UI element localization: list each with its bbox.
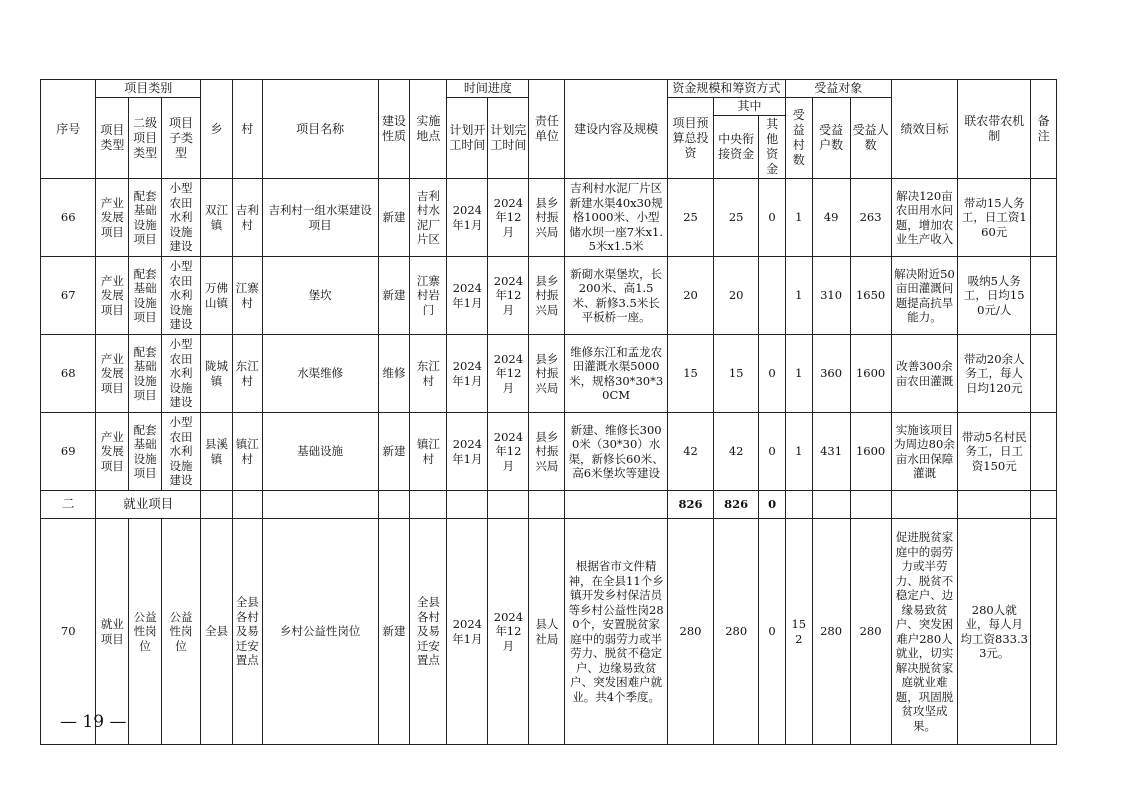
cell-content: 根据省市文件精神，在全县11个乡镇开发乡村保洁员等乡村公益性岗280个，安置脱贫家庭中的弱劳力或半劳力、脱贫不稳定户、边缘易致贫户、突发困难户就业。共4个季度。 [565, 519, 668, 745]
cell-end: 2024年12月 [488, 519, 529, 745]
cell-remark [1031, 179, 1057, 257]
cell-location: 东江村 [410, 335, 447, 413]
table-row [41, 413, 1057, 491]
cell-start: 2024年1月 [447, 257, 488, 335]
cell-location: 镇江村 [410, 413, 447, 491]
cell-name: 堡坎 [262, 257, 378, 335]
section-total: 826 [667, 491, 713, 519]
cell-subtype2: 公益性岗位 [129, 519, 162, 745]
cell-seq: 68 [41, 335, 96, 413]
header-among: 其中 [714, 98, 786, 116]
header-category-group: 项目类别 [96, 80, 201, 98]
cell-location: 全县各村及易迁安置点 [410, 519, 447, 745]
cell-villages: 1 [785, 335, 812, 413]
cell-village: 全县各村及易迁安置点 [232, 519, 262, 745]
cell-villages: 1 [785, 179, 812, 257]
cell-location: 吉利村水泥厂片区 [410, 179, 447, 257]
header-ben-people: 受益人数 [850, 98, 891, 179]
cell-subtype: 小型农田水利设施建设 [162, 335, 201, 413]
cell-village: 东江村 [232, 335, 262, 413]
header-unit: 责任单位 [529, 80, 565, 179]
cell-other: 0 [759, 413, 786, 491]
project-table [40, 79, 1057, 745]
cell-goal: 实施该项目为周边80余亩水田保障灌溉 [891, 413, 958, 491]
cell-total: 25 [667, 179, 713, 257]
table-row [41, 257, 1057, 335]
cell-central: 280 [714, 519, 759, 745]
header-time-group: 时间进度 [447, 80, 529, 98]
cell-remark [1031, 519, 1057, 745]
table-row [41, 335, 1057, 413]
cell-total: 42 [667, 413, 713, 491]
header-other: 其他资金 [759, 116, 786, 179]
cell-village: 镇江村 [232, 413, 262, 491]
cell-type: 产业发展项目 [96, 179, 129, 257]
cell-village: 江寨村 [232, 257, 262, 335]
cell-end: 2024年12月 [488, 179, 529, 257]
cell-type: 就业项目 [96, 519, 129, 745]
cell-content: 维修东江和孟龙农田灌溉水渠5000米，规格30*30*30CM [565, 335, 668, 413]
header-plan-end: 计划完工时间 [488, 98, 529, 179]
cell-type: 产业发展项目 [96, 335, 129, 413]
cell-households: 310 [812, 257, 850, 335]
cell-goal: 解决120亩农田用水问题，增加农业生产收入 [891, 179, 958, 257]
cell-total: 20 [667, 257, 713, 335]
cell-name: 水渠维修 [262, 335, 378, 413]
header-plan-start: 计划开工时间 [447, 98, 488, 179]
cell-other: 0 [759, 335, 786, 413]
cell-unit: 县人社局 [529, 519, 565, 745]
cell-goal: 解决附近50亩田灌溉问题提高抗旱能力。 [891, 257, 958, 335]
cell-mechanism: 带动20余人务工，每人日均120元 [958, 335, 1031, 413]
cell-people: 1600 [850, 413, 891, 491]
cell-remark [1031, 413, 1057, 491]
cell-town: 万佛山镇 [201, 257, 233, 335]
header-beneficiary-group: 受益对象 [785, 80, 891, 98]
cell-subtype2: 配套基础设施项目 [129, 179, 162, 257]
cell-other [759, 257, 786, 335]
cell-town: 双江镇 [201, 179, 233, 257]
cell-end: 2024年12月 [488, 335, 529, 413]
header-fund-group: 资金规模和筹资方式 [667, 80, 785, 98]
header-location: 实施地点 [410, 80, 447, 179]
header-content: 建设内容及规模 [565, 80, 668, 179]
cell-mechanism: 280人就业，每人月均工资833.33元。 [958, 519, 1031, 745]
header-ben-villages: 受益村数 [785, 98, 812, 179]
header-central: 中央衔接资金 [714, 116, 759, 179]
cell-central: 25 [714, 179, 759, 257]
cell-end: 2024年12月 [488, 257, 529, 335]
cell-seq: 69 [41, 413, 96, 491]
header-goal: 绩效目标 [891, 80, 958, 179]
cell-content: 吉利村水泥厂片区新建水渠40x30规格1000米、小型储水坝一座7米x1.5米x1.5米 [565, 179, 668, 257]
cell-name: 吉利村一组水渠建设项目 [262, 179, 378, 257]
page-number: — 19 — [60, 712, 127, 732]
cell-unit: 县乡村振兴局 [529, 335, 565, 413]
section-central: 826 [714, 491, 759, 519]
cell-end: 2024年12月 [488, 413, 529, 491]
cell-nature: 新建 [378, 179, 410, 257]
cell-town: 县溪镇 [201, 413, 233, 491]
cell-nature: 新建 [378, 413, 410, 491]
cell-start: 2024年1月 [447, 413, 488, 491]
cell-start: 2024年1月 [447, 335, 488, 413]
header-ben-households: 受益户数 [812, 98, 850, 179]
section-seq: 二 [41, 491, 96, 519]
cell-type: 产业发展项目 [96, 257, 129, 335]
cell-other: 0 [759, 519, 786, 745]
cell-nature: 新建 [378, 519, 410, 745]
cell-goal: 促进脱贫家庭中的弱劳力或半劳力、脱贫不稳定户、边缘易致贫户、突发困难户280人就业，切实解决脱贫家庭就业难题，巩固脱贫攻坚成果。 [891, 519, 958, 745]
header-mechanism: 联农带农机制 [958, 80, 1031, 179]
cell-subtype: 小型农田水利设施建设 [162, 179, 201, 257]
header-village: 村 [232, 80, 262, 179]
table-row [41, 519, 1057, 745]
section-other: 0 [759, 491, 786, 519]
cell-households: 280 [812, 519, 850, 745]
cell-village: 吉利村 [232, 179, 262, 257]
cell-total: 280 [667, 519, 713, 745]
cell-mechanism: 带动5名村民务工，日工资150元 [958, 413, 1031, 491]
cell-subtype2: 配套基础设施项目 [129, 335, 162, 413]
cell-villages: 1 [785, 413, 812, 491]
cell-people: 280 [850, 519, 891, 745]
header-type: 项目类型 [96, 98, 129, 179]
cell-start: 2024年1月 [447, 179, 488, 257]
header-name: 项目名称 [262, 80, 378, 179]
cell-unit: 县乡村振兴局 [529, 257, 565, 335]
cell-subtype2: 配套基础设施项目 [129, 413, 162, 491]
cell-mechanism: 吸纳5人务工，日均150元/人 [958, 257, 1031, 335]
cell-content: 新砌水渠堡坎，长200米、高1.5米、新修3.5米长平板桥一座。 [565, 257, 668, 335]
cell-subtype: 小型农田水利设施建设 [162, 257, 201, 335]
cell-town: 全县 [201, 519, 233, 745]
cell-people: 1600 [850, 335, 891, 413]
cell-subtype2: 配套基础设施项目 [129, 257, 162, 335]
cell-central: 20 [714, 257, 759, 335]
cell-households: 431 [812, 413, 850, 491]
cell-subtype: 小型农田水利设施建设 [162, 413, 201, 491]
section-name: 就业项目 [96, 491, 201, 519]
cell-unit: 县乡村振兴局 [529, 413, 565, 491]
cell-type: 产业发展项目 [96, 413, 129, 491]
cell-name: 乡村公益性岗位 [262, 519, 378, 745]
header-subtype: 项目子类型 [162, 98, 201, 179]
cell-name: 基础设施 [262, 413, 378, 491]
cell-villages: 1 [785, 257, 812, 335]
header-remark: 备注 [1031, 80, 1057, 179]
cell-total: 15 [667, 335, 713, 413]
cell-town: 陇城镇 [201, 335, 233, 413]
cell-remark [1031, 257, 1057, 335]
header-town: 乡 [201, 80, 233, 179]
cell-central: 15 [714, 335, 759, 413]
cell-subtype: 公益性岗位 [162, 519, 201, 745]
cell-content: 新建、维修长3000米（30*30）水渠，新修长60米、高6米堡坎等建设 [565, 413, 668, 491]
cell-location: 江寨村岩门 [410, 257, 447, 335]
header-nature: 建设性质 [378, 80, 410, 179]
cell-people: 263 [850, 179, 891, 257]
section-row [41, 491, 1057, 519]
cell-nature: 维修 [378, 335, 410, 413]
header-seq: 序号 [41, 80, 96, 179]
cell-start: 2024年1月 [447, 519, 488, 745]
cell-mechanism: 带动15人务工，日工资160元 [958, 179, 1031, 257]
header-subtype2: 二级项目类型 [129, 98, 162, 179]
header-total: 项目预算总投资 [667, 98, 713, 179]
cell-seq: 66 [41, 179, 96, 257]
cell-goal: 改善300余亩农田灌溉 [891, 335, 958, 413]
cell-villages: 152 [785, 519, 812, 745]
cell-seq: 70 [41, 519, 96, 745]
cell-other: 0 [759, 179, 786, 257]
cell-seq: 67 [41, 257, 96, 335]
cell-central: 42 [714, 413, 759, 491]
cell-households: 49 [812, 179, 850, 257]
cell-households: 360 [812, 335, 850, 413]
cell-remark [1031, 335, 1057, 413]
cell-nature: 新建 [378, 257, 410, 335]
cell-people: 1650 [850, 257, 891, 335]
cell-unit: 县乡村振兴局 [529, 179, 565, 257]
table-row [41, 179, 1057, 257]
